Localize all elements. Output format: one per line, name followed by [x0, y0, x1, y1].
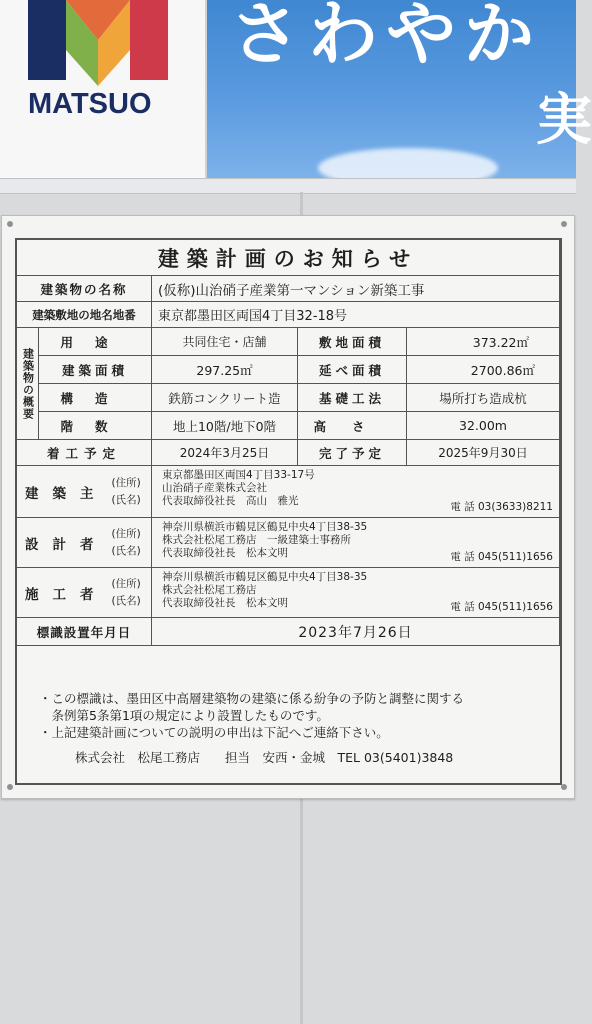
- note-line-2: 条例第5条第1項の規定により設置したものです。: [39, 708, 329, 723]
- builder-phone: 電 話 045(511)1656: [450, 601, 553, 613]
- site-label: 建築敷地の地名地番: [17, 302, 152, 328]
- notice-sign: [1, 215, 575, 799]
- structure-value: 鉄筋コンクリート造: [152, 384, 298, 412]
- name-tag: (氏名): [111, 594, 141, 607]
- banner: [0, 0, 592, 182]
- address-tag: (住所): [111, 577, 141, 590]
- completion-label: 完了予定: [298, 440, 407, 466]
- start-value: 2024年3月25日: [152, 440, 298, 466]
- site-value: 東京都墨田区両国4丁目32-18号: [152, 302, 560, 328]
- designer-info: [152, 518, 560, 568]
- screw: [7, 784, 13, 790]
- height-value: 32.00m: [407, 412, 560, 440]
- name-tag: (氏名): [111, 493, 141, 506]
- site-area-label: 敷地面積: [298, 328, 407, 356]
- builder-address: 神奈川県横浜市鶴見区鶴見中央4丁目38-35: [162, 571, 368, 583]
- builder-label-cell: [17, 568, 152, 618]
- height-label: 高さ: [298, 412, 407, 440]
- designer-company: 株式会社松尾工務店 一級建築士事務所: [162, 534, 351, 546]
- floors-value: 地上10階/地下0階: [152, 412, 298, 440]
- posted-label: 標識設置年月日: [17, 618, 152, 646]
- designer-address: 神奈川県横浜市鶴見区鶴見中央4丁目38-35: [162, 521, 368, 533]
- designer-tags: [112, 526, 141, 560]
- building-area-label: 建築面積: [39, 356, 152, 384]
- notes-section: [17, 670, 560, 780]
- banner-lettering-decoration: さわやか: [230, 0, 542, 75]
- floors-label: 階数: [39, 412, 152, 440]
- floor-area-value: 2700.86㎡: [407, 356, 560, 384]
- builder-label: 施工者: [25, 586, 108, 603]
- owner-label-cell: [17, 466, 152, 518]
- owner-label: 建築主: [25, 485, 108, 502]
- foundation-label: 基礎工法: [298, 384, 407, 412]
- overview-label: 建築物の概要: [17, 328, 39, 440]
- designer-label-cell: [17, 518, 152, 568]
- screw: [7, 221, 13, 227]
- note-line-3: ・上記建築計画についての説明の申出は下記へご連絡下さい。: [39, 725, 389, 740]
- address-tag: (住所): [111, 527, 141, 540]
- owner-phone: 電 話 03(3633)8211: [450, 501, 553, 513]
- building-name-label: 建築物の名称: [17, 276, 152, 302]
- designer-label: 設計者: [25, 536, 108, 553]
- builder-tags: [112, 576, 141, 610]
- address-tag: (住所): [111, 476, 141, 489]
- floor-area-label: 延べ面積: [298, 356, 407, 384]
- sign-title: 建築計画のお知らせ: [17, 240, 560, 276]
- banner-lettering-decoration-2: 実: [536, 88, 592, 153]
- screw: [561, 221, 567, 227]
- matsuo-logo-icon: [28, 0, 168, 86]
- foundation-value: 場所打ち造成杭: [407, 384, 560, 412]
- use-label: 用途: [39, 328, 152, 356]
- posted-value: 2023年7月26日: [152, 618, 560, 646]
- note-line-1: ・この標識は、墨田区中高層建築物の建築に係る紛争の予防と調整に関する: [39, 691, 465, 706]
- owner-address: 東京都墨田区両国4丁目33-17号: [162, 469, 315, 481]
- brand-wordmark: MATSUO: [28, 88, 152, 120]
- banner-rail: [0, 178, 576, 194]
- designer-phone: 電 話 045(511)1656: [450, 551, 553, 563]
- start-label: 着工予定: [17, 440, 152, 466]
- designer-representative: 代表取締役社長 松本文明: [162, 547, 288, 559]
- contact-line: 株式会社 松尾工務店 担当 安西・金城 TEL 03(5401)3848: [75, 750, 454, 765]
- builder-info: [152, 568, 560, 618]
- site-area-value: 373.22㎡: [407, 328, 560, 356]
- name-tag: (氏名): [111, 544, 141, 557]
- structure-label: 構造: [39, 384, 152, 412]
- use-value: 共同住宅・店舗: [152, 328, 298, 356]
- logo-panel: [0, 0, 207, 182]
- builder-representative: 代表取締役社長 松本文明: [162, 597, 288, 609]
- building-area-value: 297.25㎡: [152, 356, 298, 384]
- owner-representative: 代表取締役社長 高山 雅光: [162, 495, 299, 507]
- notice-table: [15, 238, 562, 785]
- building-name-value: (仮称)山治硝子産業第一マンション新築工事: [152, 276, 560, 302]
- completion-value: 2025年9月30日: [407, 440, 560, 466]
- owner-company: 山治硝子産業株式会社: [162, 482, 267, 494]
- owner-tags: [112, 475, 141, 509]
- builder-company: 株式会社松尾工務店: [162, 584, 257, 596]
- owner-info: [152, 466, 560, 518]
